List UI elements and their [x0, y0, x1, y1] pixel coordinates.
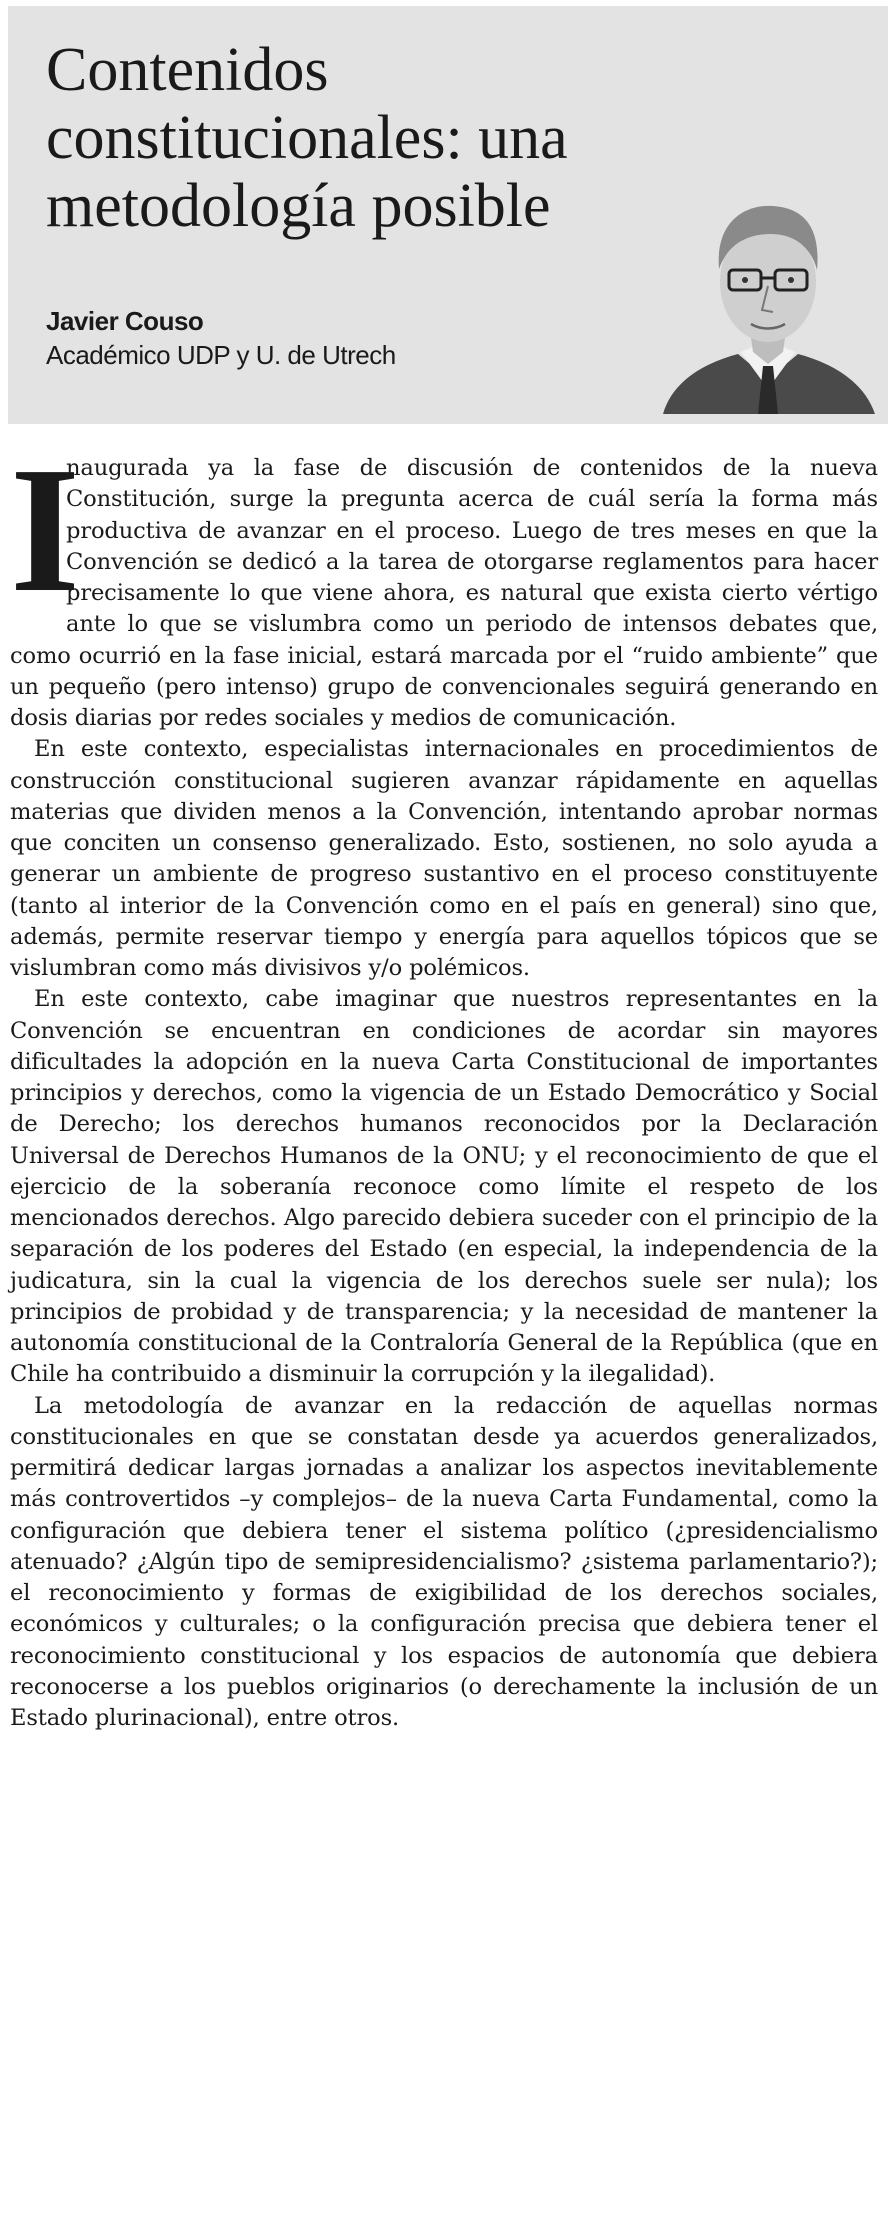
article-header	[8, 6, 888, 424]
paragraph: La metodología de avanzar en la redacción de aquellas normas constitucionales en que se constatan desde ya acuerdos generalizados, permitirá dedicar largas jornadas a analizar los aspectos inevitablemente más controvertidos –y complejos– de la nueva Carta Fundamental, como la configuración que debiera tener el sistema político (¿presidencialismo atenuado? ¿Algún tipo de semipresidencialismo? ¿sistema parlamentario?); el reconocimiento y formas de exigibilidad de los derechos sociales, económicos y culturales; o la configuración precisa que debiera tener el reconocimiento constitucional y los espacios de autonomía que debiera reconocerse a los pueblos originarios (o derechamente la inclusión de un Estado plurinacional), entre otros.	[10, 1392, 878, 1731]
drop-cap: I	[10, 430, 80, 629]
paragraph	[10, 430, 878, 734]
article-title: Contenidos constitucionales: una metodología posible	[46, 36, 568, 240]
article-body	[10, 430, 878, 1734]
author-name: Javier Couso	[46, 306, 204, 336]
paragraph: En este contexto, cabe imaginar que nuestros representantes en la Convención se encuentran en condiciones de acordar sin mayores dificultades la adopción en la nueva Carta Constitucional de importantes principios y derechos, como la vigencia de un Estado Democrático y Social de Derecho; los derechos humanos reconocidos por la Declaración Universal de Derechos Humanos de la ONU; y el reconocimiento de que el ejercicio de la soberanía reconoce como límite el respeto de los mencionados derechos. Algo parecido debiera suceder con el principio de la separación de los poderes del Estado (en especial, la independencia de la judicatura, sin la cual la vigencia de los derechos suele ser nula); los principios de probidad y de transparencia; y la necesidad de mantener la autonomía constitucional de la Contraloría General de la República (que en Chile ha contribuido a disminuir la corrupción y la ilegalidad).	[10, 986, 878, 1388]
author-portrait	[653, 174, 883, 414]
author-affiliation: Académico UDP y U. de Utrech	[46, 340, 396, 370]
paragraph: En este contexto, especialistas internacionales en procedimientos de construcción constitucional sugieren avanzar rápidamente en aquellas materias que dividen menos a la Convención, intentando aprobar normas que conciten un consenso generalizado. Esto, sostienen, no solo ayuda a generar un ambiente de progreso sustantivo en el proceso constituyente (tanto al interior de la Convención como en el país en general) sino que, además, permite reservar tiempo y energía para aquellos tópicos que se vislumbran como más divisivos y/o polémicos.	[10, 736, 878, 981]
paragraph-text: naugurada ya la fase de discusión de contenidos de la nueva Constitución, surge la pregunta acerca de cuál sería la forma más productiva de avanzar en el proceso. Luego de tres meses en que la Convención se dedicó a la tarea de otorgarse reglamentos para hacer precisamente lo que viene ahora, es natural que exista cierto vértigo ante lo que se vislumbra como un periodo de intensos debates que, como ocurrió en la fase inicial, estará marcada por el “ruido ambiente” que un pequeño (pero intenso) grupo de convencionales seguirá generando en dosis diarias por redes sociales y medios de comunicación.	[10, 455, 878, 731]
